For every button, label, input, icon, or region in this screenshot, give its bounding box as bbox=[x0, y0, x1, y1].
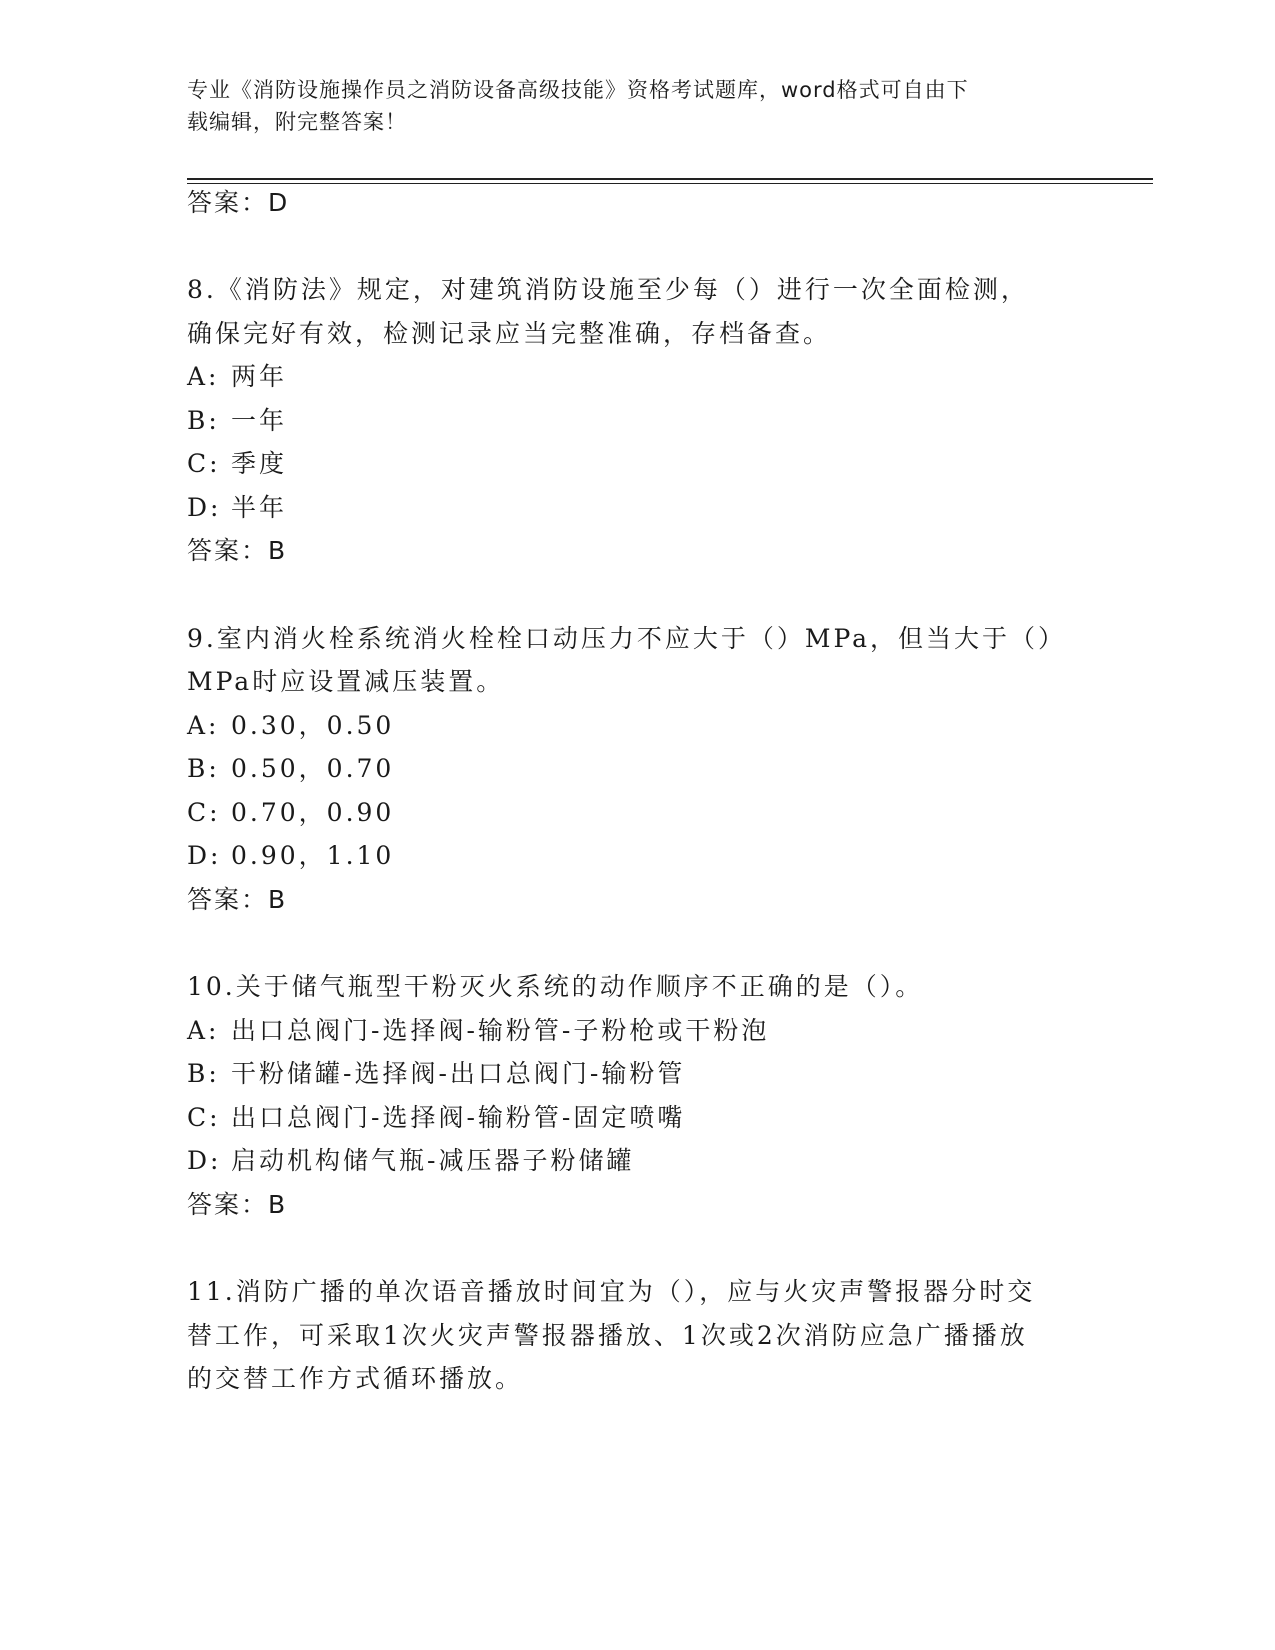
question-8-line-2: 确保完好有效，检测记录应当完整准确，存档备查。 bbox=[187, 319, 832, 348]
question-8-option-d bbox=[187, 491, 287, 525]
option-key: C: bbox=[187, 449, 221, 478]
header-line-1: 专业《消防设施操作员之消防设备高级技能》资格考试题库，word格式可自由下 bbox=[187, 78, 969, 102]
question-8-option-b bbox=[187, 404, 287, 438]
option-text: 季度 bbox=[231, 449, 288, 478]
question-9-option-d bbox=[187, 839, 394, 873]
question-8-answer: 答案：B bbox=[187, 536, 288, 565]
option-text: 0.30，0.50 bbox=[231, 711, 395, 740]
option-key: A: bbox=[187, 1016, 220, 1045]
question-11-line-1: 11.消防广播的单次语音播放时间宜为（），应与火灾声警报器分时交 bbox=[187, 1277, 1036, 1306]
option-key: B: bbox=[187, 406, 220, 435]
option-text: 出口总阀门-选择阀-输粉管-子粉枪或干粉泡 bbox=[231, 1016, 770, 1045]
option-text: 启动机构储气瓶-减压器子粉储罐 bbox=[231, 1146, 635, 1175]
question-8-option-a bbox=[187, 360, 287, 394]
question-9-option-c bbox=[187, 796, 394, 830]
option-text: 一年 bbox=[231, 406, 288, 435]
question-11-line-3: 的交替工作方式循环播放。 bbox=[187, 1364, 524, 1393]
option-key: D: bbox=[187, 1146, 222, 1175]
option-key: A: bbox=[187, 711, 220, 740]
option-text: 0.90，1.10 bbox=[231, 841, 395, 870]
question-9-answer: 答案：B bbox=[187, 885, 288, 914]
question-10-option-c bbox=[187, 1101, 685, 1135]
question-8-line-1: 8.《消防法》规定，对建筑消防设施至少每（）进行一次全面检测， bbox=[187, 275, 1029, 304]
option-key: A: bbox=[187, 362, 220, 391]
option-key: B: bbox=[187, 1059, 220, 1088]
option-text: 半年 bbox=[231, 493, 288, 522]
option-key: D: bbox=[187, 493, 222, 522]
question-9-line-2: MPa时应设置减压装置。 bbox=[187, 667, 505, 696]
question-10-option-b bbox=[187, 1057, 685, 1091]
question-10-option-d bbox=[187, 1144, 634, 1178]
option-text: 出口总阀门-选择阀-输粉管-固定喷嘴 bbox=[231, 1103, 686, 1132]
option-key: B: bbox=[187, 754, 220, 783]
header-rule-thick bbox=[187, 178, 1153, 180]
question-10-answer: 答案：B bbox=[187, 1190, 288, 1219]
question-8-option-c bbox=[187, 447, 287, 481]
question-9-line-1: 9.室内消火栓系统消火栓栓口动压力不应大于（）MPa，但当大于（） bbox=[187, 624, 1067, 653]
previous-answer: 答案：D bbox=[187, 188, 290, 217]
option-key: C: bbox=[187, 798, 221, 827]
question-9-option-b bbox=[187, 752, 394, 786]
option-text: 0.70，0.90 bbox=[231, 798, 395, 827]
option-key: C: bbox=[187, 1103, 221, 1132]
header-line-2: 载编辑，附完整答案！ bbox=[187, 110, 407, 134]
option-text: 0.50，0.70 bbox=[231, 754, 395, 783]
document-header bbox=[187, 74, 1067, 138]
question-9-option-a bbox=[187, 709, 394, 743]
question-11-line-2: 替工作，可采取1次火灾声警报器播放、1次或2次消防应急广播播放 bbox=[187, 1321, 1028, 1350]
question-10-option-a bbox=[187, 1014, 769, 1048]
header-rule-thin bbox=[187, 183, 1153, 184]
option-text: 干粉储罐-选择阀-出口总阀门-输粉管 bbox=[231, 1059, 686, 1088]
option-key: D: bbox=[187, 841, 222, 870]
option-text: 两年 bbox=[231, 362, 288, 391]
question-10-line-1: 10.关于储气瓶型干粉灭火系统的动作顺序不正确的是（）。 bbox=[187, 972, 924, 1001]
